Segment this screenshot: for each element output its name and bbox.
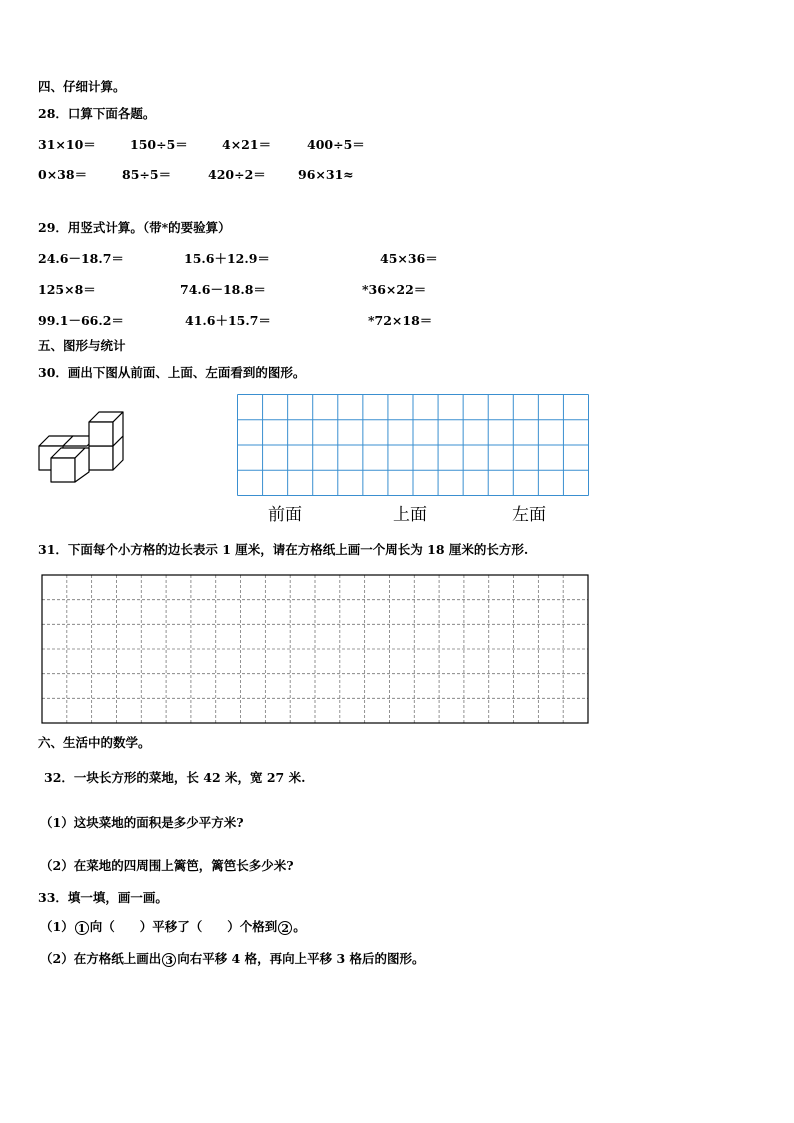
q33-prompt: 33．填一填，画一画。 bbox=[38, 890, 168, 905]
q29-item: *72×18＝ bbox=[368, 313, 433, 328]
q29-item: 125×8＝ bbox=[38, 282, 96, 297]
q32-part1: （1）这块菜地的面积是多少平方米? bbox=[40, 815, 244, 830]
q29-item: 74.6－18.8＝ bbox=[180, 282, 266, 297]
q28-item: 0×38＝ bbox=[38, 167, 88, 182]
cube-stack-figure bbox=[36, 406, 132, 488]
circle-2-icon: 2 bbox=[278, 921, 292, 935]
q28-item: 420÷2＝ bbox=[208, 167, 266, 182]
q33-part2 bbox=[40, 951, 425, 967]
q28-item: 4×21＝ bbox=[222, 137, 272, 152]
q28-prompt: 28．口算下面各题。 bbox=[38, 106, 156, 121]
q29-prompt: 29．用竖式计算。（带*的要验算） bbox=[38, 220, 231, 235]
q33-part2-text: 向右平移 4 格，再向上平移 3 格后的图形。 bbox=[177, 951, 425, 966]
q29-item: 45×36＝ bbox=[380, 251, 438, 266]
section-6-title: 六、生活中的数学。 bbox=[38, 735, 151, 750]
q33-part2-label: （2）在方格纸上画出 bbox=[40, 951, 162, 966]
q33-part1-text: 向（ ）平移了（ ）个格到 bbox=[89, 919, 278, 934]
caption-left: 左面 bbox=[512, 505, 546, 525]
caption-top: 上面 bbox=[393, 505, 427, 525]
q29-item: 41.6＋15.7＝ bbox=[185, 313, 271, 328]
q28-item: 400÷5＝ bbox=[307, 137, 365, 152]
q30-prompt: 30．画出下图从前面、上面、左面看到的图形。 bbox=[38, 365, 306, 380]
q29-item: 24.6－18.7＝ bbox=[38, 251, 124, 266]
q29-item: 99.1－66.2＝ bbox=[38, 313, 124, 328]
view-drawing-grid[interactable] bbox=[237, 394, 589, 496]
section-5-title: 五、图形与统计 bbox=[38, 338, 126, 353]
q28-item: 150÷5＝ bbox=[130, 137, 188, 152]
q28-item: 85÷5＝ bbox=[122, 167, 172, 182]
rectangle-drawing-grid[interactable] bbox=[41, 574, 589, 724]
q28-item: 96×31≈ bbox=[298, 167, 354, 182]
q31-prompt: 31．下面每个小方格的边长表示 1 厘米，请在方格纸上画一个周长为 18 厘米的长方形. bbox=[38, 542, 529, 557]
circle-3-icon: 3 bbox=[162, 953, 176, 967]
q29-item: *36×22＝ bbox=[362, 282, 427, 297]
section-4-title: 四、仔细计算。 bbox=[38, 79, 126, 94]
q33-part1-end: 。 bbox=[293, 919, 306, 934]
q33-part1-label: （1） bbox=[40, 919, 74, 934]
circle-1-icon: 1 bbox=[75, 921, 89, 935]
q33-part1 bbox=[40, 919, 306, 935]
q32-part2: （2）在菜地的四周围上篱笆，篱笆长多少米? bbox=[40, 858, 294, 873]
q29-item: 15.6＋12.9＝ bbox=[184, 251, 270, 266]
q28-item: 31×10＝ bbox=[38, 137, 96, 152]
q32-prompt: 32．一块长方形的菜地，长 42 米，宽 27 米. bbox=[44, 770, 306, 785]
caption-front: 前面 bbox=[268, 505, 302, 525]
